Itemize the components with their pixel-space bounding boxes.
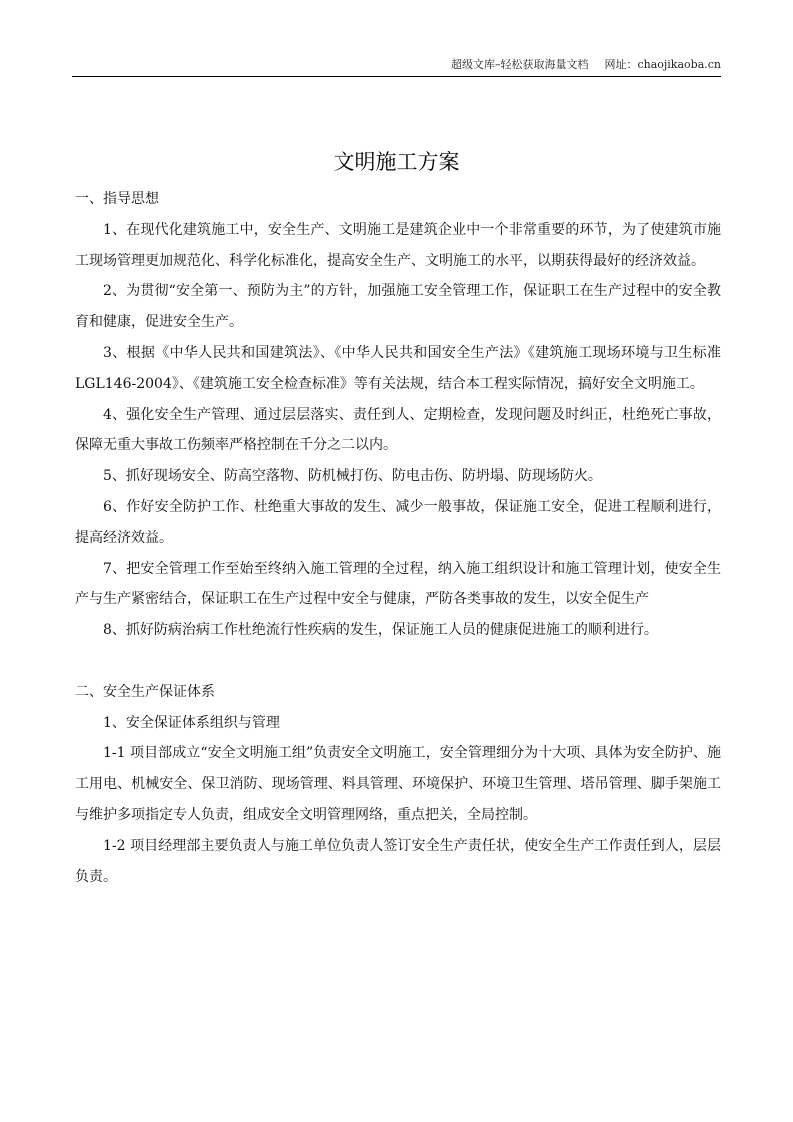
paragraph: 3、根据《中华人民共和国建筑法》、《中华人民共和国安全生产法》《建筑施工现场环境与卫生标准 LGL146-2004》、《建筑施工安全检查标准》等有关法规，结合本工程实际情况，搞好安全文明施工。 [75,344,721,392]
paragraph: 2、为贯彻“安全第一、预防为主”的方针，加强施工安全管理工作，保证职工在生产过程中的安全教育和健康，促进安全生产。 [75,283,721,331]
paragraph: 4、强化安全生产管理、通过层层落实、责任到人、定期检查，发现问题及时纠正，杜绝死亡事故，保障无重大事故工伤频率严格控制在千分之二以内。 [75,406,721,454]
subsection-heading: 1、安全保证体系组织与管理 [103,714,280,731]
page-header [72,56,721,74]
paragraph: 5、抓好现场安全、防高空落物、防机械打伤、防电击伤、防坍塌、防现场防火。 [103,468,602,485]
section-heading: 一、指导思想 [75,191,159,207]
document-title: 文明施工方案 [333,150,460,174]
header-divider [72,76,721,77]
header-url: chaojikaoba.cn [637,58,721,71]
paragraph: 1、在现代化建筑施工中，安全生产、文明施工是建筑企业中一个非常重要的环节，为了使建筑市施工现场管理更加规范化、科学化标准化，提高安全生产、文明施工的水平，以期获得最好的经济效益。 [75,221,721,269]
header-site-name: 超级文库–轻松获取海量文档 [450,58,589,71]
paragraph: 7、把安全管理工作至始至终纳入施工管理的全过程，纳入施工组织设计和施工管理计划，使安全生产与生产紧密结合，保证职工在生产过程中安全与健康，严防各类事故的发生，以安全促生产 [75,560,721,608]
blank-line [75,646,721,677]
paragraph: 8、抓好防病治病工作杜绝流行性疾病的发生，保证施工人员的健康促进施工的顺利进行。 [103,622,658,639]
section-heading: 二、安全生产保证体系 [75,683,215,700]
paragraph: 1-1 项目部成立“安全文明施工组”负责安全文明施工，安全管理细分为十大项、具体为安全防护、施工用电、机械安全、保卫消防、现场管理、料具管理、环境保护、环境卫生管理、塔吊管理、脚手架施工与维护多项指定专人负责，组成安全文明管理网络，重点把关，全局控制。 [75,745,721,823]
document-body [75,184,721,892]
header-url-label: 网址： [604,58,638,71]
paragraph: 1-2 项目经理部主要负责人与施工单位负责人签订安全生产责任状，使安全生产工作责任到人，层层负责。 [75,837,721,885]
paragraph: 6、作好安全防护工作、杜绝重大事故的发生、减少一般事故，保证施工安全，促进工程顺利进行，提高经济效益。 [75,498,721,546]
